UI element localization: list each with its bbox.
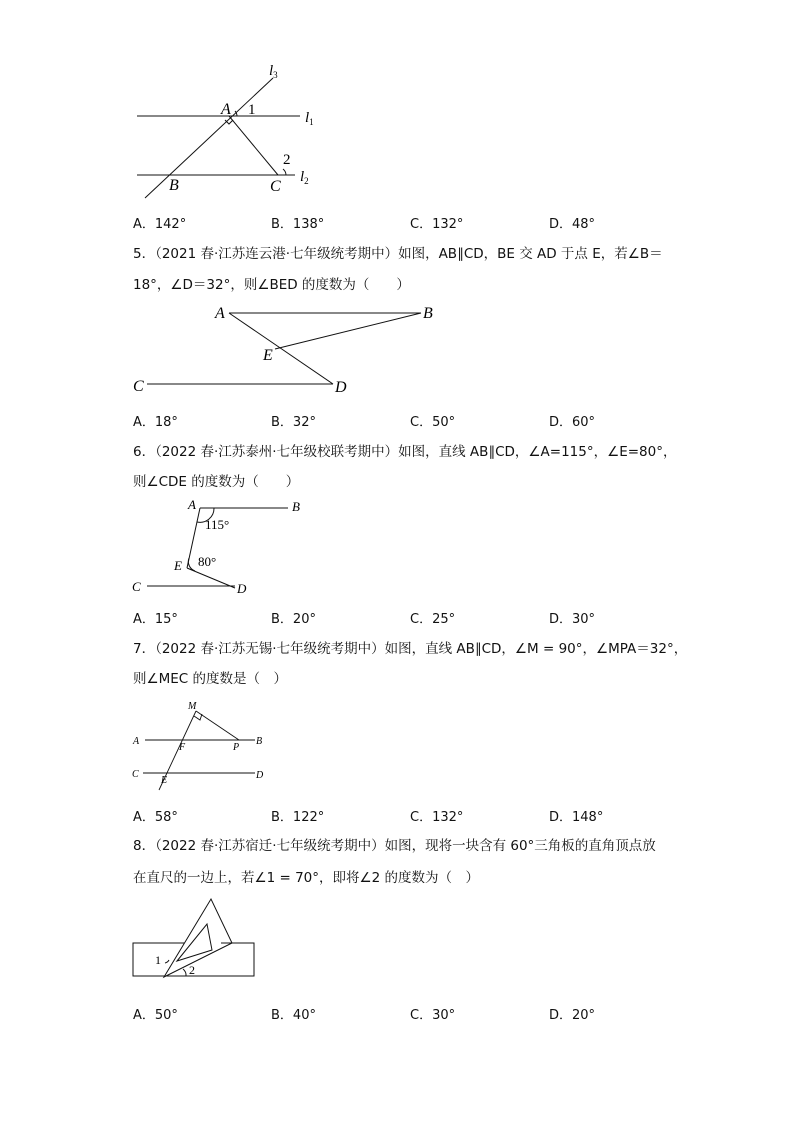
label-c: C: [132, 579, 141, 594]
label-d: D: [256, 770, 264, 781]
segment-mp: [196, 711, 239, 740]
q6-option-c: C．25°: [410, 612, 456, 627]
segment-ac: [229, 116, 278, 175]
label-d: D: [237, 581, 247, 596]
q7-figure: [125, 696, 275, 794]
q4-option-c: C．132°: [410, 217, 464, 232]
q8-option-d: D．20°: [549, 1008, 596, 1023]
q5-option-d: D．60°: [549, 415, 596, 430]
q6-text-line1: 6．（2022 春·江苏泰州·七年级校联考期中）如图，直线 AB∥CD，∠A=115°，∠E=80°，: [133, 444, 677, 460]
label-l3: $l_3$: [269, 63, 278, 80]
q5-option-c: C．50°: [410, 415, 456, 430]
q7-option-b: B．122°: [271, 810, 325, 825]
q6-text-line2: 则∠CDE 的度数为（ ）: [133, 474, 300, 490]
label-angle-e: 80°: [198, 554, 217, 569]
label-p: P: [233, 742, 240, 753]
label-l1: $l_1$: [305, 110, 314, 127]
label-e: E: [263, 347, 273, 364]
q6-option-a: A．15°: [133, 612, 178, 627]
q5-text-line2: 18°，∠D＝32°，则∠BED 的度数为（ ）: [133, 277, 410, 293]
q4-figure: [125, 58, 335, 203]
label-b: B: [292, 499, 300, 514]
label-l2: $l_2$: [300, 169, 309, 186]
q5-option-a: A．18°: [133, 415, 178, 430]
segment-be: [275, 313, 421, 349]
line-l3: [145, 78, 273, 198]
label-angle-2: 2: [283, 152, 291, 168]
q7-text-line1: 7．（2022 春·江苏无锡·七年级统考期中）如图，直线 AB∥CD，∠M = 90°，∠MPA＝32°，: [133, 641, 688, 657]
q5-figure: [125, 298, 455, 403]
segment-ad: [229, 313, 333, 384]
label-angle-1: 1: [155, 953, 161, 967]
label-d: D: [335, 379, 347, 396]
label-b: B: [169, 177, 179, 194]
label-angle-a: 115°: [205, 517, 230, 532]
angle-2-arc: [283, 169, 286, 175]
label-e: E: [174, 558, 182, 573]
q4-option-b: B．138°: [271, 217, 325, 232]
label-a: A: [188, 497, 196, 512]
label-angle-2: 2: [189, 963, 195, 977]
label-b: B: [423, 305, 433, 322]
label-c: C: [133, 378, 144, 395]
label-c: C: [132, 769, 139, 780]
q7-option-d: D．148°: [549, 810, 604, 825]
label-b: B: [256, 736, 263, 747]
q6-figure: [125, 496, 325, 600]
q4-option-d: D．48°: [549, 217, 596, 232]
label-a: A: [221, 101, 231, 118]
label-c: C: [270, 178, 281, 195]
label-e: E: [161, 775, 168, 786]
q7-option-a: A．58°: [133, 810, 178, 825]
q6-option-d: D．30°: [549, 612, 596, 627]
q5-text-line1: 5．（2021 春·江苏连云港·七年级统考期中）如图，AB∥CD，BE 交 AD 于点 E，若∠B＝: [133, 246, 663, 262]
label-a: A: [133, 736, 140, 747]
q8-text-line1: 8．（2022 春·江苏宿迁·七年级统考期中）如图，现将一块含有 60°三角板的直角顶点放: [133, 838, 656, 854]
q6-option-b: B．20°: [271, 612, 316, 627]
label-a: A: [215, 305, 225, 322]
q8-figure: [125, 890, 265, 990]
q7-option-c: C．132°: [410, 810, 464, 825]
q8-option-b: B．40°: [271, 1008, 316, 1023]
q5-option-b: B．32°: [271, 415, 316, 430]
q8-text-line2: 在直尺的一边上，若∠1 = 70°，即将∠2 的度数为（ ）: [133, 870, 479, 886]
label-f: F: [179, 742, 186, 753]
q8-option-c: C．30°: [410, 1008, 456, 1023]
label-angle-1: 1: [248, 102, 256, 118]
q4-option-a: A．142°: [133, 217, 187, 232]
q8-option-a: A．50°: [133, 1008, 178, 1023]
right-angle-mark: [194, 714, 202, 720]
label-m: M: [188, 701, 197, 712]
q7-text-line2: 则∠MEC 的度数是（ ）: [133, 671, 287, 687]
